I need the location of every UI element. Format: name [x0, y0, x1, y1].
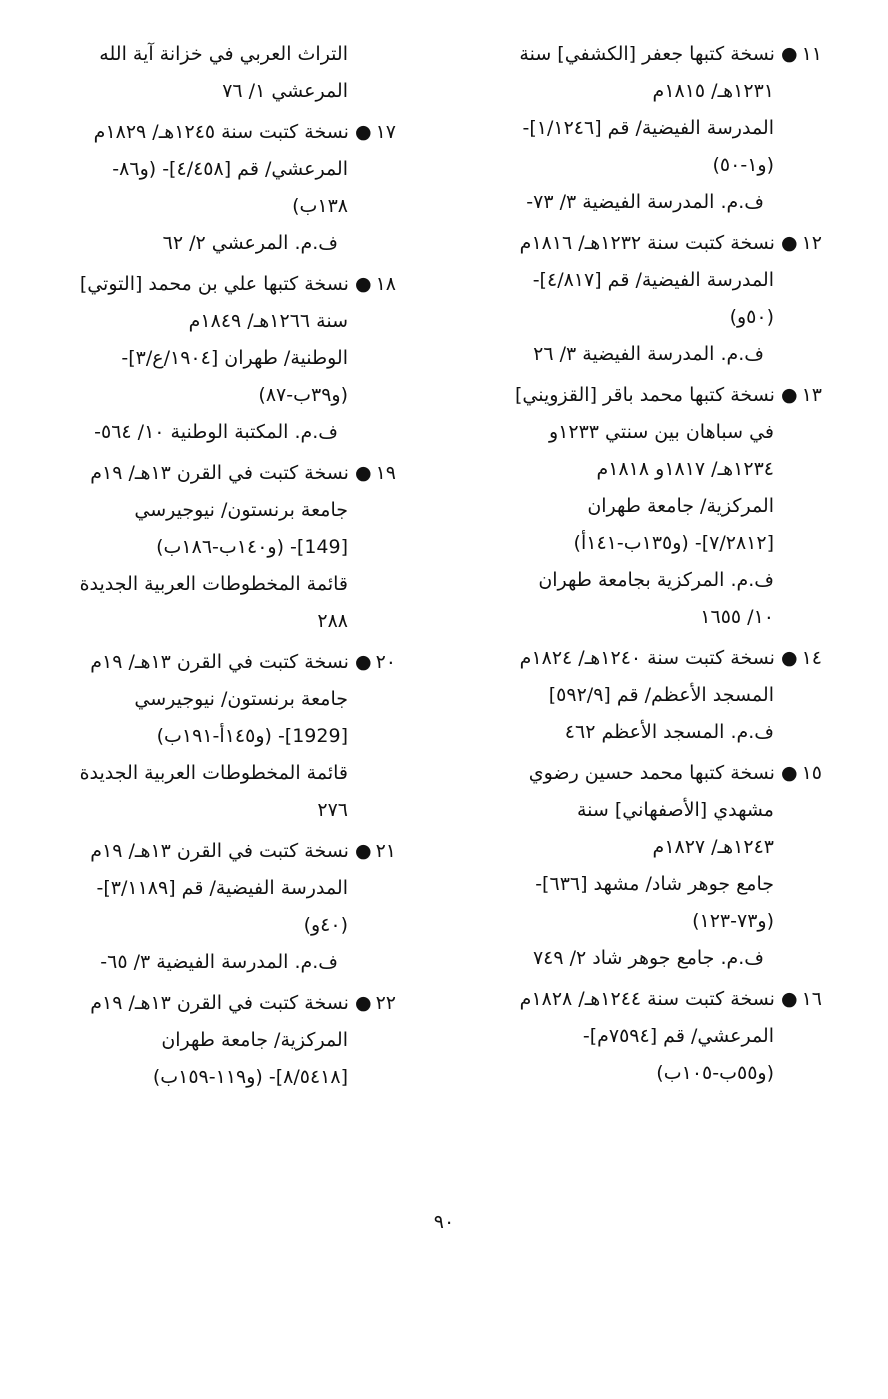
entry-heading: ١٢● نسخة كتبت سنة ١٢٣٢هـ/ ١٨١٦م — [462, 225, 822, 262]
entry-line: المدرسة الفيضية/ قم [٤/٨١٧]- — [532, 269, 774, 291]
entry-heading: ١٥● نسخة كتبها محمد حسين رضوي — [462, 755, 822, 792]
manuscript-entry — [44, 833, 396, 981]
page-number: ٩٠ — [433, 1211, 455, 1233]
entry-number: ١٦ — [801, 988, 822, 1010]
entry-continuation — [44, 36, 396, 110]
entry-line: المرعشي ١/ ٧٦ — [222, 80, 348, 102]
entry-heading: ١٧● نسخة كتبت سنة ١٢٤٥هـ/ ١٨٢٩م — [44, 114, 396, 151]
manuscript-entry — [44, 644, 396, 829]
entry-number: ١١ — [801, 43, 822, 65]
entry-line: ١٢٣١هـ/ ١٨١٥م — [652, 80, 774, 102]
entry-heading: ١٤● نسخة كتبت سنة ١٢٤٠هـ/ ١٨٢٤م — [462, 640, 822, 677]
left-column — [44, 36, 396, 1100]
entry-line: [٨/٥٤١٨]- (و١١٩-١٥٩ب) — [152, 1066, 348, 1088]
entry-line: الوطنية/ طهران [١٩٠٤/ع/٣]- — [121, 347, 348, 369]
manuscript-entry — [44, 985, 396, 1096]
manuscript-entry — [44, 455, 396, 640]
entry-line: ١٢٤٣هـ/ ١٨٢٧م — [652, 836, 774, 858]
entry-line: المرعشي/ قم [٤/٤٥٨]- (و٨٦- — [112, 158, 348, 180]
entry-line: نسخة كتبت في القرن ١٣هـ/ ١٩م — [90, 840, 349, 862]
entry-line: التراث العربي في خزانة آية الله — [99, 43, 348, 65]
entry-line: المدرسة الفيضية/ قم [٣/١١٨٩]- — [96, 877, 348, 899]
entry-heading: ١١● نسخة كتبها جعفر [الكشفي] سنة — [462, 36, 822, 73]
entry-line: المركزية/ جامعة طهران — [161, 1029, 348, 1051]
entry-line: جامعة برنستون/ نيوجيرسي — [134, 499, 348, 521]
entry-heading: ٢٢● نسخة كتبت في القرن ١٣هـ/ ١٩م — [44, 985, 396, 1022]
entry-line: نسخة كتبت سنة ١٢٤٥هـ/ ١٨٢٩م — [93, 121, 349, 143]
entry-line: (و٣٩ب-٨٧) — [258, 384, 348, 406]
entry-number: ١٢ — [801, 232, 822, 254]
entry-line: ١٠/ ١٦٥٥ — [700, 606, 774, 628]
entry-line: نسخة كتبت في القرن ١٣هـ/ ١٩م — [90, 651, 349, 673]
entry-line: (و٧٣-١٢٣) — [692, 910, 774, 932]
entry-line: نسخة كتبها جعفر [الكشفي] سنة — [519, 43, 775, 65]
entry-heading: ٢٠● نسخة كتبت في القرن ١٣هـ/ ١٩م — [44, 644, 396, 681]
entry-line: نسخة كتبت في القرن ١٣هـ/ ١٩م — [90, 992, 349, 1014]
entry-line: (و٥٥ب-١٠٥ب) — [656, 1062, 774, 1084]
manuscript-entry — [462, 377, 822, 636]
entry-number: ١٩ — [375, 462, 396, 484]
entry-line: ١٢٣٤هـ/ ١٨١٧و ١٨١٨م — [596, 458, 774, 480]
entry-line: نسخة كتبت سنة ١٢٤٤هـ/ ١٨٢٨م — [519, 988, 775, 1010]
entry-number: ١٤ — [801, 647, 822, 669]
right-column — [462, 36, 822, 1096]
entry-number: ٢٢ — [375, 992, 396, 1014]
manuscript-entry — [462, 755, 822, 977]
entry-line: جامعة برنستون/ نيوجيرسي — [134, 688, 348, 710]
entry-line: [٧/٢٨١٢]- (و١٣٥ب-١٤١أ) — [573, 532, 774, 554]
entry-line: في سباهان بين سنتي ١٢٣٣و — [548, 421, 774, 443]
entry-number: ٢١ — [375, 840, 396, 862]
entry-line: المرعشي/ قم [٧٥٩٤م]- — [582, 1025, 774, 1047]
manuscript-entry — [462, 640, 822, 751]
catalog-reference: ف.م. المرعشي ٢/ ٦٢ — [162, 232, 338, 254]
entry-line: نسخة كتبها محمد حسين رضوي — [528, 762, 775, 784]
catalog-reference: ف.م. جامع جوهر شاد ٢/ ٧٤٩ — [532, 947, 764, 969]
entry-line: جامع جوهر شاد/ مشهد [٦٣٦]- — [535, 873, 774, 895]
entry-number: ١٥ — [801, 762, 822, 784]
entry-heading: ٢١● نسخة كتبت في القرن ١٣هـ/ ١٩م — [44, 833, 396, 870]
manuscript-entry — [44, 266, 396, 451]
entry-line: المركزية/ جامعة طهران — [587, 495, 774, 517]
entry-heading: ١٦● نسخة كتبت سنة ١٢٤٤هـ/ ١٨٢٨م — [462, 981, 822, 1018]
entry-line: نسخة كتبها علي بن محمد [التوتي] — [79, 273, 349, 295]
entry-number: ٢٠ — [375, 651, 396, 673]
catalog-reference: قائمة المخطوطات العربية الجديدة — [79, 762, 348, 784]
entry-heading: ١٩● نسخة كتبت في القرن ١٣هـ/ ١٩م — [44, 455, 396, 492]
catalog-reference: ف.م. المكتبة الوطنية ١٠/ ٥٦٤- — [94, 421, 338, 443]
catalog-reference: ف.م. المدرسة الفيضية ٣/ ٧٣- — [526, 191, 764, 213]
entry-line: ١٣٨ب) — [292, 195, 348, 217]
entry-line: نسخة كتبت في القرن ١٣هـ/ ١٩م — [90, 462, 349, 484]
manuscript-entry — [462, 36, 822, 221]
entry-heading: ١٣● نسخة كتبها محمد باقر [القزويني] — [462, 377, 822, 414]
catalog-reference: ف.م. المسجد الأعظم ٤٦٢ — [564, 721, 774, 743]
entry-line: [1929]- (و١٤٥أ-١٩١ب) — [156, 725, 348, 747]
manuscript-entry — [462, 981, 822, 1092]
entry-line: [149]- (و١٤٠ب-١٨٦ب) — [156, 536, 348, 558]
entry-line: ٢٧٦ — [317, 799, 348, 821]
entry-line: ٢٨٨ — [317, 610, 348, 632]
entry-heading: ١٨● نسخة كتبها علي بن محمد [التوتي] — [44, 266, 396, 303]
entry-line: المدرسة الفيضية/ قم [١/١٢٤٦]- — [522, 117, 774, 139]
entry-number: ١٨ — [375, 273, 396, 295]
entry-line: سنة ١٢٦٦هـ/ ١٨٤٩م — [188, 310, 348, 332]
manuscript-entry — [462, 225, 822, 373]
entry-line: مشهدي [الأصفهاني] سنة — [576, 799, 774, 821]
entry-number: ١٧ — [375, 121, 396, 143]
entry-line: نسخة كتبت سنة ١٢٣٢هـ/ ١٨١٦م — [519, 232, 775, 254]
entry-line: المسجد الأعظم/ قم [٥٩٢/٩] — [548, 684, 774, 706]
entry-line: نسخة كتبها محمد باقر [القزويني] — [514, 384, 775, 406]
catalog-reference: ف.م. المدرسة الفيضية ٣/ ٦٥- — [100, 951, 338, 973]
catalog-reference: ف.م. المدرسة الفيضية ٣/ ٢٦ — [533, 343, 764, 365]
catalog-reference: قائمة المخطوطات العربية الجديدة — [79, 573, 348, 595]
entry-line: (٥٠و) — [729, 306, 774, 328]
entry-line: (٤٠و) — [303, 914, 348, 936]
entry-number: ١٣ — [801, 384, 822, 406]
entry-line: نسخة كتبت سنة ١٢٤٠هـ/ ١٨٢٤م — [519, 647, 775, 669]
manuscript-entry — [44, 114, 396, 262]
entry-line: (و١-٥٠) — [712, 154, 774, 176]
catalog-reference: ف.م. المركزية بجامعة طهران — [538, 569, 774, 591]
